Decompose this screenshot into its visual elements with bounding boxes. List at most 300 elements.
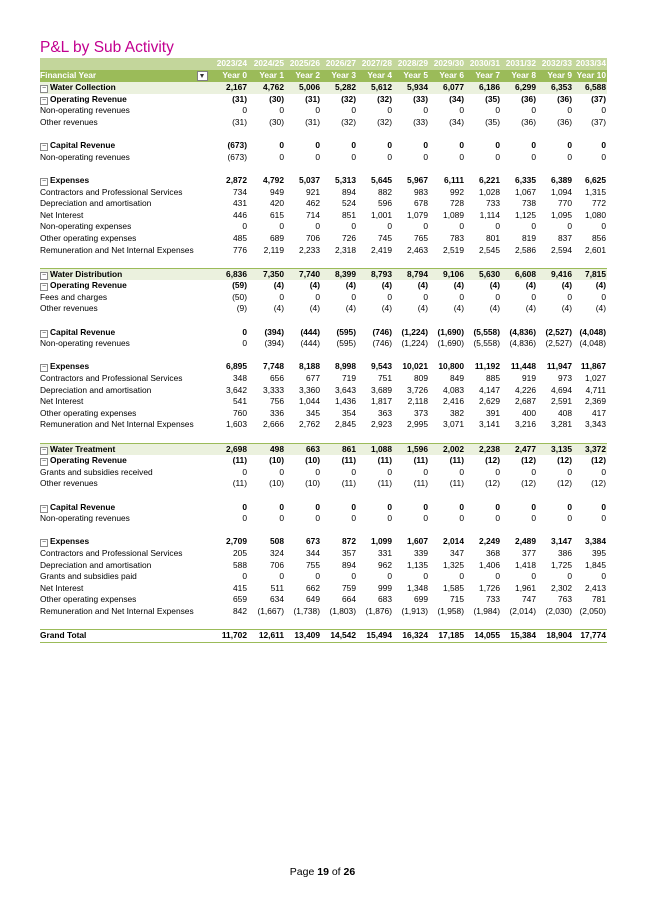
row-label: Grants and subsidies paid xyxy=(40,571,137,582)
value-cell: 885 xyxy=(486,373,500,384)
value-cell: 745 xyxy=(378,232,392,243)
value-cell: 15,384 xyxy=(501,630,537,643)
value-cell: 678 xyxy=(414,198,428,209)
value-cell: 765 xyxy=(414,232,428,243)
value-cell: (31) xyxy=(232,93,247,104)
year-label-cell: Year 0 xyxy=(211,70,248,82)
value-cell: 0 xyxy=(531,221,536,232)
value-cell: 706 xyxy=(306,232,320,243)
value-cell: 0 xyxy=(495,571,500,582)
row-label: Depreciation and amortisation xyxy=(40,384,152,395)
value-cell: (12) xyxy=(521,455,536,466)
collapse-toggle-icon[interactable]: − xyxy=(41,446,47,454)
value-cell: (444) xyxy=(300,338,320,349)
value-cell: 431 xyxy=(233,198,247,209)
value-cell: (12) xyxy=(591,478,606,489)
value-cell: 0 xyxy=(387,513,392,524)
value-cell: 347 xyxy=(450,547,464,558)
section-row xyxy=(40,443,607,455)
value-cell: 0 xyxy=(495,513,500,524)
value-cell: 733 xyxy=(486,594,500,605)
collapse-toggle-icon[interactable]: − xyxy=(41,96,47,104)
row-label-cell xyxy=(40,338,211,350)
value-cell: 0 xyxy=(531,105,536,116)
value-cell: (1,958) xyxy=(437,605,464,616)
value-cell: 763 xyxy=(558,594,572,605)
value-cell: 0 xyxy=(567,513,572,524)
value-cell: 0 xyxy=(279,221,284,232)
value-cell: (4) xyxy=(525,280,536,291)
subtotal-row xyxy=(40,175,607,187)
value-cell: 5,967 xyxy=(407,174,428,185)
value-cell: 2,419 xyxy=(371,244,392,255)
value-cell: 2,014 xyxy=(443,536,464,547)
value-cell: (37) xyxy=(591,93,606,104)
collapse-toggle-icon[interactable]: − xyxy=(41,177,47,185)
value-cell: 0 xyxy=(459,221,464,232)
value-cell: (2,050) xyxy=(579,605,606,616)
value-cell: 0 xyxy=(315,513,320,524)
value-cell: 11,947 xyxy=(546,361,572,372)
value-cell: (12) xyxy=(485,478,500,489)
value-cell: 14,542 xyxy=(321,630,357,643)
value-cell: 0 xyxy=(601,140,606,151)
value-cell: 0 xyxy=(459,291,464,302)
value-cell: 1,114 xyxy=(479,209,500,220)
value-cell: 3,689 xyxy=(371,384,392,395)
value-cell: 408 xyxy=(558,407,572,418)
value-cell: 3,642 xyxy=(226,384,247,395)
spacer-row xyxy=(40,490,607,502)
value-cell: 1,044 xyxy=(299,396,320,407)
row-label: Fees and charges xyxy=(40,291,108,302)
row-label: Other revenues xyxy=(40,303,98,314)
year-label-cell: Year 10 xyxy=(573,70,607,82)
value-cell: 751 xyxy=(378,373,392,384)
value-cell: 0 xyxy=(387,140,392,151)
value-cell: 0 xyxy=(531,571,536,582)
row-label: Non-operating revenues xyxy=(40,105,130,116)
spacer-row xyxy=(40,129,607,141)
subtotal-row xyxy=(40,502,607,514)
value-cell: 5,612 xyxy=(357,82,393,94)
value-cell: 417 xyxy=(592,407,606,418)
value-cell: 2,477 xyxy=(501,443,537,455)
filter-dropdown-icon[interactable] xyxy=(197,71,208,81)
value-cell: 596 xyxy=(378,198,392,209)
value-cell: 861 xyxy=(321,443,357,455)
value-cell: 0 xyxy=(279,571,284,582)
value-cell: 17,774 xyxy=(573,630,607,643)
value-cell: 7,740 xyxy=(285,268,321,280)
value-cell: 11,702 xyxy=(211,630,248,643)
value-cell: 0 xyxy=(279,501,284,512)
value-cell: 5,934 xyxy=(393,82,429,94)
value-cell: 0 xyxy=(315,571,320,582)
subtotal-row xyxy=(40,140,607,152)
value-cell: 5,006 xyxy=(285,82,321,94)
value-cell: (34) xyxy=(449,93,464,104)
value-cell: (34) xyxy=(449,116,464,127)
value-cell: 14,055 xyxy=(465,630,501,643)
value-cell: (31) xyxy=(305,93,320,104)
value-cell: 363 xyxy=(378,407,392,418)
row-label: Water Collection xyxy=(50,82,116,93)
row-label-cell xyxy=(40,630,211,643)
value-cell: 759 xyxy=(342,582,356,593)
collapse-toggle-icon[interactable]: − xyxy=(41,504,47,512)
value-cell: 2,698 xyxy=(211,443,248,455)
value-cell: 1,095 xyxy=(551,209,572,220)
value-cell: 0 xyxy=(567,571,572,582)
collapse-toggle-icon[interactable]: − xyxy=(41,539,47,547)
value-cell: 391 xyxy=(486,407,500,418)
value-cell: 2,666 xyxy=(263,419,284,430)
value-cell: 339 xyxy=(414,547,428,558)
value-cell: 949 xyxy=(270,186,284,197)
value-cell: 6,335 xyxy=(515,174,536,185)
value-cell: 0 xyxy=(423,140,428,151)
value-cell: 733 xyxy=(486,198,500,209)
value-cell: 1,725 xyxy=(551,559,572,570)
value-cell: 962 xyxy=(378,559,392,570)
row-label-cell xyxy=(40,467,211,479)
table-row xyxy=(40,105,607,117)
value-cell: 2,519 xyxy=(443,244,464,255)
value-cell: 770 xyxy=(558,198,572,209)
row-label: Remuneration and Net Internal Expenses xyxy=(40,244,194,255)
value-cell: 6,588 xyxy=(573,82,607,94)
collapse-toggle-icon[interactable]: − xyxy=(41,329,47,337)
value-cell: 462 xyxy=(306,198,320,209)
table-row xyxy=(40,385,607,397)
collapse-toggle-icon[interactable]: − xyxy=(41,271,47,279)
value-cell: 6,111 xyxy=(443,174,464,185)
row-label: Capital Revenue xyxy=(50,501,116,512)
year-label-cell: Year 8 xyxy=(501,70,537,82)
value-cell: 0 xyxy=(601,513,606,524)
collapse-toggle-icon[interactable]: − xyxy=(41,364,47,372)
value-cell: 8,998 xyxy=(335,361,356,372)
row-label-cell xyxy=(40,327,211,339)
spacer-row xyxy=(40,256,607,268)
year-label-cell: Year 3 xyxy=(321,70,357,82)
collapse-toggle-icon[interactable]: − xyxy=(41,458,47,466)
year-header-cell: 2033/34 xyxy=(573,58,607,70)
row-label-cell xyxy=(40,221,211,233)
value-cell: 0 xyxy=(279,140,284,151)
year-header-cell: 2030/31 xyxy=(465,58,501,70)
value-cell: 357 xyxy=(342,547,356,558)
spacer-cell xyxy=(40,618,607,630)
value-cell: 3,216 xyxy=(515,419,536,430)
value-cell: 714 xyxy=(306,209,320,220)
row-label-cell xyxy=(40,245,211,257)
value-cell: 992 xyxy=(450,186,464,197)
row-label: Other revenues xyxy=(40,116,98,127)
table-row xyxy=(40,233,607,245)
value-cell: 0 xyxy=(459,151,464,162)
value-cell: 1,726 xyxy=(479,582,500,593)
value-cell: 3,343 xyxy=(585,419,606,430)
value-cell: (31) xyxy=(305,116,320,127)
value-cell: 3,643 xyxy=(335,384,356,395)
value-cell: 11,192 xyxy=(474,361,500,372)
value-cell: 382 xyxy=(450,407,464,418)
row-label: Expenses xyxy=(50,174,90,185)
value-cell: 656 xyxy=(270,373,284,384)
value-cell: 1,585 xyxy=(443,582,464,593)
footer-prefix: Page xyxy=(289,866,318,878)
collapse-toggle-icon[interactable]: − xyxy=(41,143,47,151)
value-cell: 738 xyxy=(522,198,536,209)
value-cell: (1,690) xyxy=(437,326,464,337)
value-cell: 6,221 xyxy=(479,174,500,185)
table-row xyxy=(40,221,607,233)
value-cell: (1,224) xyxy=(401,338,428,349)
row-label-cell xyxy=(40,443,211,455)
row-label: Capital Revenue xyxy=(50,140,116,151)
table-row xyxy=(40,338,607,350)
value-cell: 0 xyxy=(495,105,500,116)
value-cell: 783 xyxy=(450,232,464,243)
value-cell: (1,876) xyxy=(365,605,392,616)
row-label: Other operating expenses xyxy=(40,232,137,243)
value-cell: 0 xyxy=(531,151,536,162)
value-cell: 973 xyxy=(558,373,572,384)
value-cell: 9,106 xyxy=(429,268,465,280)
value-cell: 747 xyxy=(522,594,536,605)
value-cell: 8,188 xyxy=(299,361,320,372)
row-label: Non-operating revenues xyxy=(40,338,130,349)
value-cell: 6,353 xyxy=(537,82,573,94)
row-label: Remuneration and Net Internal Expenses xyxy=(40,419,194,430)
collapse-toggle-icon[interactable]: − xyxy=(41,283,47,291)
value-cell: 0 xyxy=(279,105,284,116)
value-cell: 0 xyxy=(459,140,464,151)
row-label: Other operating expenses xyxy=(40,594,137,605)
value-cell: 324 xyxy=(270,547,284,558)
value-cell: (10) xyxy=(305,478,320,489)
value-cell: 659 xyxy=(233,594,247,605)
value-cell: 921 xyxy=(306,186,320,197)
value-cell: (4) xyxy=(417,303,428,314)
value-cell: 776 xyxy=(233,244,247,255)
value-cell: 2,302 xyxy=(551,582,572,593)
value-cell: 11,867 xyxy=(580,361,606,372)
table-row xyxy=(40,292,607,304)
year-header-cell: 2031/32 xyxy=(501,58,537,70)
value-cell: (31) xyxy=(232,116,247,127)
value-cell: 508 xyxy=(270,536,284,547)
value-cell: 664 xyxy=(342,594,356,605)
value-cell: 2,463 xyxy=(407,244,428,255)
value-cell: 2,872 xyxy=(226,174,247,185)
year-label-row xyxy=(40,70,607,82)
value-cell: 0 xyxy=(567,466,572,477)
row-label-cell xyxy=(40,303,211,315)
table-row xyxy=(40,467,607,479)
value-cell: 354 xyxy=(342,407,356,418)
value-cell: 849 xyxy=(450,373,464,384)
row-label: Water Distribution xyxy=(50,268,123,279)
page-title: P&L by Sub Activity xyxy=(40,39,174,56)
value-cell: 0 xyxy=(531,501,536,512)
value-cell: (33) xyxy=(413,93,428,104)
value-cell: 689 xyxy=(270,232,284,243)
value-cell: (32) xyxy=(341,116,356,127)
value-cell: (4) xyxy=(309,280,320,291)
subtotal-row xyxy=(40,94,607,106)
value-cell: 1,596 xyxy=(393,443,429,455)
value-cell: 498 xyxy=(248,443,285,455)
value-cell: 0 xyxy=(351,105,356,116)
value-cell: 8,794 xyxy=(393,268,429,280)
value-cell: (36) xyxy=(557,93,572,104)
value-cell: 2,601 xyxy=(585,244,606,255)
row-label: Operating Revenue xyxy=(50,93,127,104)
spacer-cell xyxy=(40,490,607,502)
value-cell: 344 xyxy=(306,547,320,558)
value-cell: 634 xyxy=(270,594,284,605)
value-cell: 1,088 xyxy=(357,443,393,455)
value-cell: 1,094 xyxy=(551,186,572,197)
value-cell: 0 xyxy=(387,105,392,116)
row-label: Expenses xyxy=(50,536,90,547)
section-row xyxy=(40,268,607,280)
value-cell: (5,558) xyxy=(473,326,500,337)
value-cell: (11) xyxy=(232,455,247,466)
row-label-cell xyxy=(40,419,211,431)
row-label-cell xyxy=(40,268,211,280)
value-cell: 1,067 xyxy=(515,186,536,197)
value-cell: 5,645 xyxy=(371,174,392,185)
section-row xyxy=(40,82,607,94)
value-cell: (746) xyxy=(372,326,392,337)
value-cell: 872 xyxy=(342,536,356,547)
value-cell: 1,607 xyxy=(407,536,428,547)
value-cell: 0 xyxy=(601,466,606,477)
collapse-toggle-icon[interactable]: − xyxy=(41,85,47,93)
value-cell: 12,611 xyxy=(248,630,285,643)
value-cell: 588 xyxy=(233,559,247,570)
value-cell: 1,089 xyxy=(443,209,464,220)
subtotal-row xyxy=(40,536,607,548)
year-header-cell: 2028/29 xyxy=(393,58,429,70)
year-header-cell: 2024/25 xyxy=(248,58,285,70)
value-cell: (4) xyxy=(417,280,428,291)
pivot-table xyxy=(40,58,607,643)
value-cell: 0 xyxy=(459,105,464,116)
value-cell: (394) xyxy=(264,338,284,349)
year-label-cell: Year 5 xyxy=(393,70,429,82)
value-cell: 1,080 xyxy=(585,209,606,220)
value-cell: 3,141 xyxy=(479,419,500,430)
value-cell: 5,037 xyxy=(299,174,320,185)
value-cell: 1,125 xyxy=(515,209,536,220)
value-cell: 2,591 xyxy=(551,396,572,407)
value-cell: 0 xyxy=(567,140,572,151)
row-label-cell xyxy=(40,513,211,525)
value-cell: (12) xyxy=(557,455,572,466)
value-cell: 11,448 xyxy=(510,361,536,372)
row-label-cell xyxy=(40,396,211,408)
value-cell: 2,249 xyxy=(479,536,500,547)
value-cell: (12) xyxy=(557,478,572,489)
value-cell: (32) xyxy=(377,116,392,127)
value-cell: 6,625 xyxy=(585,174,606,185)
table-row xyxy=(40,187,607,199)
value-cell: 2,586 xyxy=(515,244,536,255)
value-cell: (2,527) xyxy=(545,338,572,349)
spacer-cell xyxy=(40,431,607,443)
value-cell: 6,186 xyxy=(465,82,501,94)
value-cell: (11) xyxy=(413,478,428,489)
footer-sep: of xyxy=(328,866,344,878)
value-cell: 5,313 xyxy=(335,174,356,185)
row-label: Non-operating revenues xyxy=(40,151,130,162)
value-cell: 0 xyxy=(567,291,572,302)
value-cell: (4) xyxy=(489,303,500,314)
value-cell: (10) xyxy=(305,455,320,466)
year-header-row xyxy=(40,58,607,70)
row-label: Net Interest xyxy=(40,396,84,407)
row-label-cell xyxy=(40,152,211,164)
value-cell: 9,416 xyxy=(537,268,573,280)
value-cell: 9,543 xyxy=(371,361,392,372)
value-cell: 0 xyxy=(242,466,247,477)
value-cell: 0 xyxy=(242,105,247,116)
value-cell: 0 xyxy=(495,140,500,151)
value-cell: 1,348 xyxy=(407,582,428,593)
value-cell: (11) xyxy=(413,455,428,466)
value-cell: 5,282 xyxy=(321,82,357,94)
value-cell: (1,738) xyxy=(293,605,320,616)
value-cell: 0 xyxy=(351,291,356,302)
value-cell: (4) xyxy=(453,303,464,314)
value-cell: 485 xyxy=(233,232,247,243)
value-cell: 2,413 xyxy=(585,582,606,593)
value-cell: 2,318 xyxy=(335,244,356,255)
value-cell: 8,793 xyxy=(357,268,393,280)
value-cell: (2,527) xyxy=(545,326,572,337)
value-cell: 386 xyxy=(558,547,572,558)
value-cell: (1,667) xyxy=(257,605,284,616)
table-row xyxy=(40,245,607,257)
value-cell: 0 xyxy=(531,140,536,151)
value-cell: 13,409 xyxy=(285,630,321,643)
value-cell: 699 xyxy=(414,594,428,605)
value-cell: (35) xyxy=(485,93,500,104)
table-row xyxy=(40,606,607,618)
value-cell: (50) xyxy=(232,291,247,302)
value-cell: 0 xyxy=(242,513,247,524)
value-cell: (4) xyxy=(453,280,464,291)
value-cell: 541 xyxy=(233,396,247,407)
value-cell: 6,895 xyxy=(226,361,247,372)
row-label-cell xyxy=(40,175,211,187)
table-row xyxy=(40,548,607,560)
value-cell: (746) xyxy=(372,338,392,349)
table-row xyxy=(40,478,607,490)
value-cell: (595) xyxy=(336,326,356,337)
value-cell: 756 xyxy=(270,396,284,407)
value-cell: 2,995 xyxy=(407,419,428,430)
value-cell: 0 xyxy=(279,513,284,524)
value-cell: (10) xyxy=(269,455,284,466)
value-cell: 336 xyxy=(270,407,284,418)
value-cell: (4) xyxy=(345,280,356,291)
